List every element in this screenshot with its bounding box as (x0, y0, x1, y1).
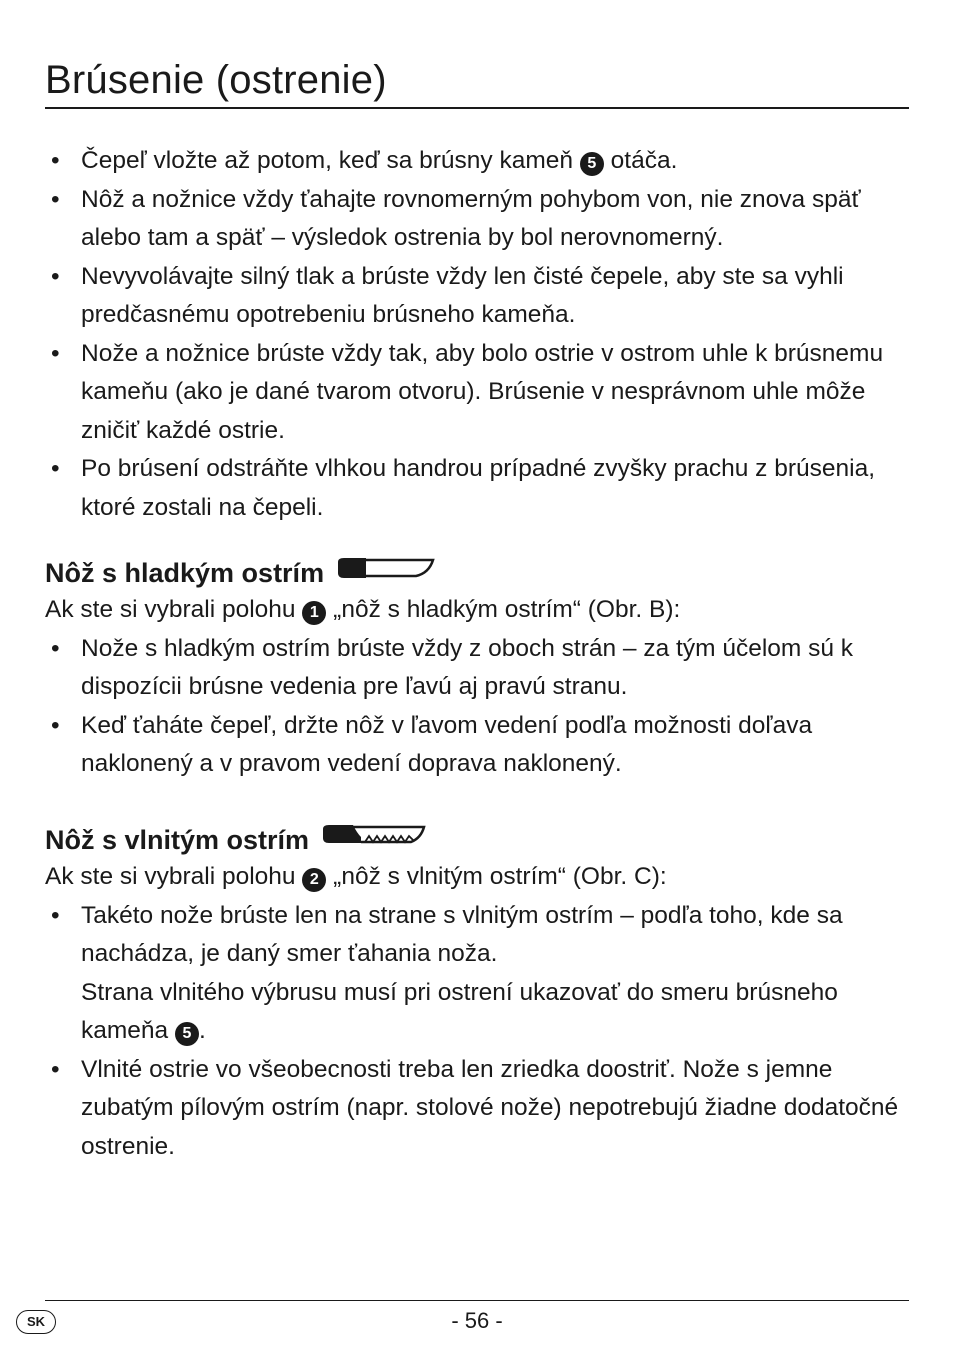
reference-number-badge: 5 (580, 152, 604, 176)
reference-number-badge: 1 (302, 601, 326, 625)
list-item: • Nože s hladkým ostrím brúste vždy z oboch strán – za tým účelom sú k dispozícii brúsne vedenia pre ľavú aj pravú stranu. (45, 630, 909, 707)
list-item: • Takéto nože brúste len na strane s vlnitým ostrím – podľa toho, kde sa nachádza, je daný smer ťahania noža. Strana vlnitého výbrusu musí pri ostrení ukazovať do smeru brúsneho kameňa 5 . (45, 897, 909, 1051)
bullet-icon: • (51, 185, 60, 213)
smooth-knife-icon (336, 555, 436, 591)
list-item: • Keď ťaháte čepeľ, držte nôž v ľavom vedení podľa možnosti doľava naklonený a v pravom vedení doprava naklonený. (45, 707, 909, 784)
list-item: • Nevyvolávajte silný tlak a brúste vždy len čisté čepele, aby ste sa vyhli predčasnému opotrebeniu brúsneho kameňa. (45, 258, 909, 335)
page-title: Brúsenie (ostrenie) (45, 58, 387, 102)
page-number: - 56 - (451, 1308, 503, 1333)
list-item: • Nože a nožnice brúste vždy tak, aby bolo ostrie v ostrom uhle k brúsnemu kameňu (ako je dané tvarom otvoru). Brúsenie v nesprávnom uhle môže zničiť každé ostrie. (45, 335, 909, 451)
bullet-icon: • (51, 1055, 60, 1083)
bullet-icon: • (51, 262, 60, 290)
country-code-badge: SK (16, 1310, 56, 1334)
bullet-icon: • (51, 711, 60, 739)
list-item: • Po brúsení odstráňte vlhkou handrou prípadné zvyšky prachu z brúsenia, ktoré zostali na čepeli. (45, 450, 909, 527)
section-heading: Nôž s vlnitým ostrím (45, 822, 909, 858)
bullet-icon: • (51, 634, 60, 662)
smooth-knife-section (45, 555, 909, 784)
footer-divider (45, 1300, 909, 1301)
serrated-knife-icon (321, 822, 427, 858)
general-instructions (45, 142, 909, 527)
bullet-icon: • (51, 455, 60, 482)
list-item: • Vlnité ostrie vo všeobecnosti treba len zriedka doostriť. Nože s jemne zubatým pílovým ostrím (napr. stolové nože) nepotrebujú žiadne dodatočné ostrenie. (45, 1051, 909, 1167)
serrated-knife-section (45, 822, 909, 1166)
list-item: • Nôž a nožnice vždy ťahajte rovnomerným pohybom von, nie znova späť alebo tam a späť – výsledok ostrenia by bol nerovnomerný. (45, 181, 909, 258)
section-intro: Ak ste si vybrali polohu 2 „nôž s vlnitým ostrím“ (Obr. C): (45, 863, 667, 890)
bullet-icon: • (51, 147, 60, 174)
list-item: • Čepeľ vložte až potom, keď sa brúsny kameň 5 otáča. (45, 142, 909, 181)
section-heading: Nôž s hladkým ostrím (45, 555, 909, 591)
section-intro: Ak ste si vybrali polohu 1 „nôž s hladkým ostrím“ (Obr. B): (45, 596, 681, 623)
reference-number-badge: 5 (175, 1022, 199, 1046)
reference-number-badge: 2 (302, 868, 326, 892)
title-divider (45, 107, 909, 109)
bullet-icon: • (51, 339, 60, 367)
bullet-icon: • (51, 901, 60, 929)
